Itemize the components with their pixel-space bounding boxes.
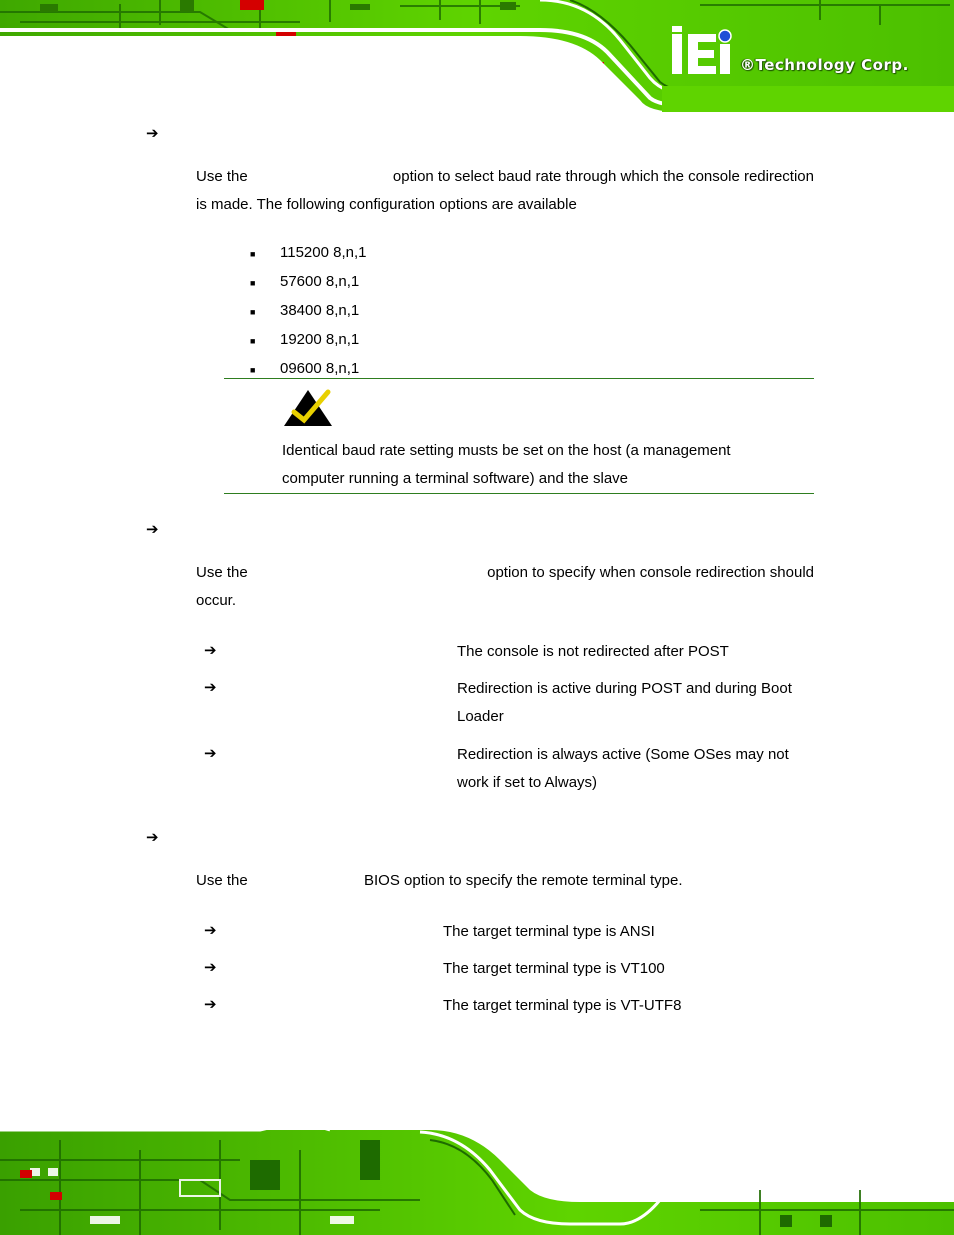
redirect-option-desc: Redirection is active during POST and during Boot Loader <box>457 680 792 725</box>
section-arrow-icon: ➔ <box>146 520 159 538</box>
list-item: ■ 115200 8,n,1 <box>250 244 367 261</box>
section-arrow-icon: ➔ <box>146 828 159 846</box>
option-arrow-icon: ➔ <box>204 958 217 976</box>
brand-name: ®Technology Corp. <box>740 56 909 74</box>
option-arrow-icon: ➔ <box>204 744 217 762</box>
terminal-option-desc: The target terminal type is VT100 <box>443 960 665 977</box>
option-arrow-icon: ➔ <box>204 921 217 939</box>
terminal-option-desc: The target terminal type is ANSI <box>443 923 655 940</box>
footer-banner <box>0 1120 954 1235</box>
section-arrow-icon: ➔ <box>146 124 159 142</box>
list-item: ■ 57600 8,n,1 <box>250 273 360 290</box>
list-item: ■ 09600 8,n,1 <box>250 360 360 377</box>
option-arrow-icon: ➔ <box>204 995 217 1013</box>
redirect-option-desc: Redirection is always active (Some OSes may not work if set to Always) <box>457 746 789 791</box>
option-arrow-icon: ➔ <box>204 678 217 696</box>
list-item: ■ 38400 8,n,1 <box>250 302 360 319</box>
list-item: ■ 19200 8,n,1 <box>250 331 360 348</box>
baud-options-list <box>250 239 550 384</box>
note-text: Identical baud rate setting musts be set on the host (a management computer running a terminal software) and the slave <box>282 442 731 487</box>
terminal-option-desc: The target terminal type is VT-UTF8 <box>443 997 682 1014</box>
note-top-rule <box>224 378 814 379</box>
note-checkmark-icon <box>282 386 334 428</box>
option-arrow-icon: ➔ <box>204 641 217 659</box>
redirect-option-desc: The console is not redirected after POST <box>457 643 729 660</box>
note-bottom-rule <box>224 493 814 494</box>
